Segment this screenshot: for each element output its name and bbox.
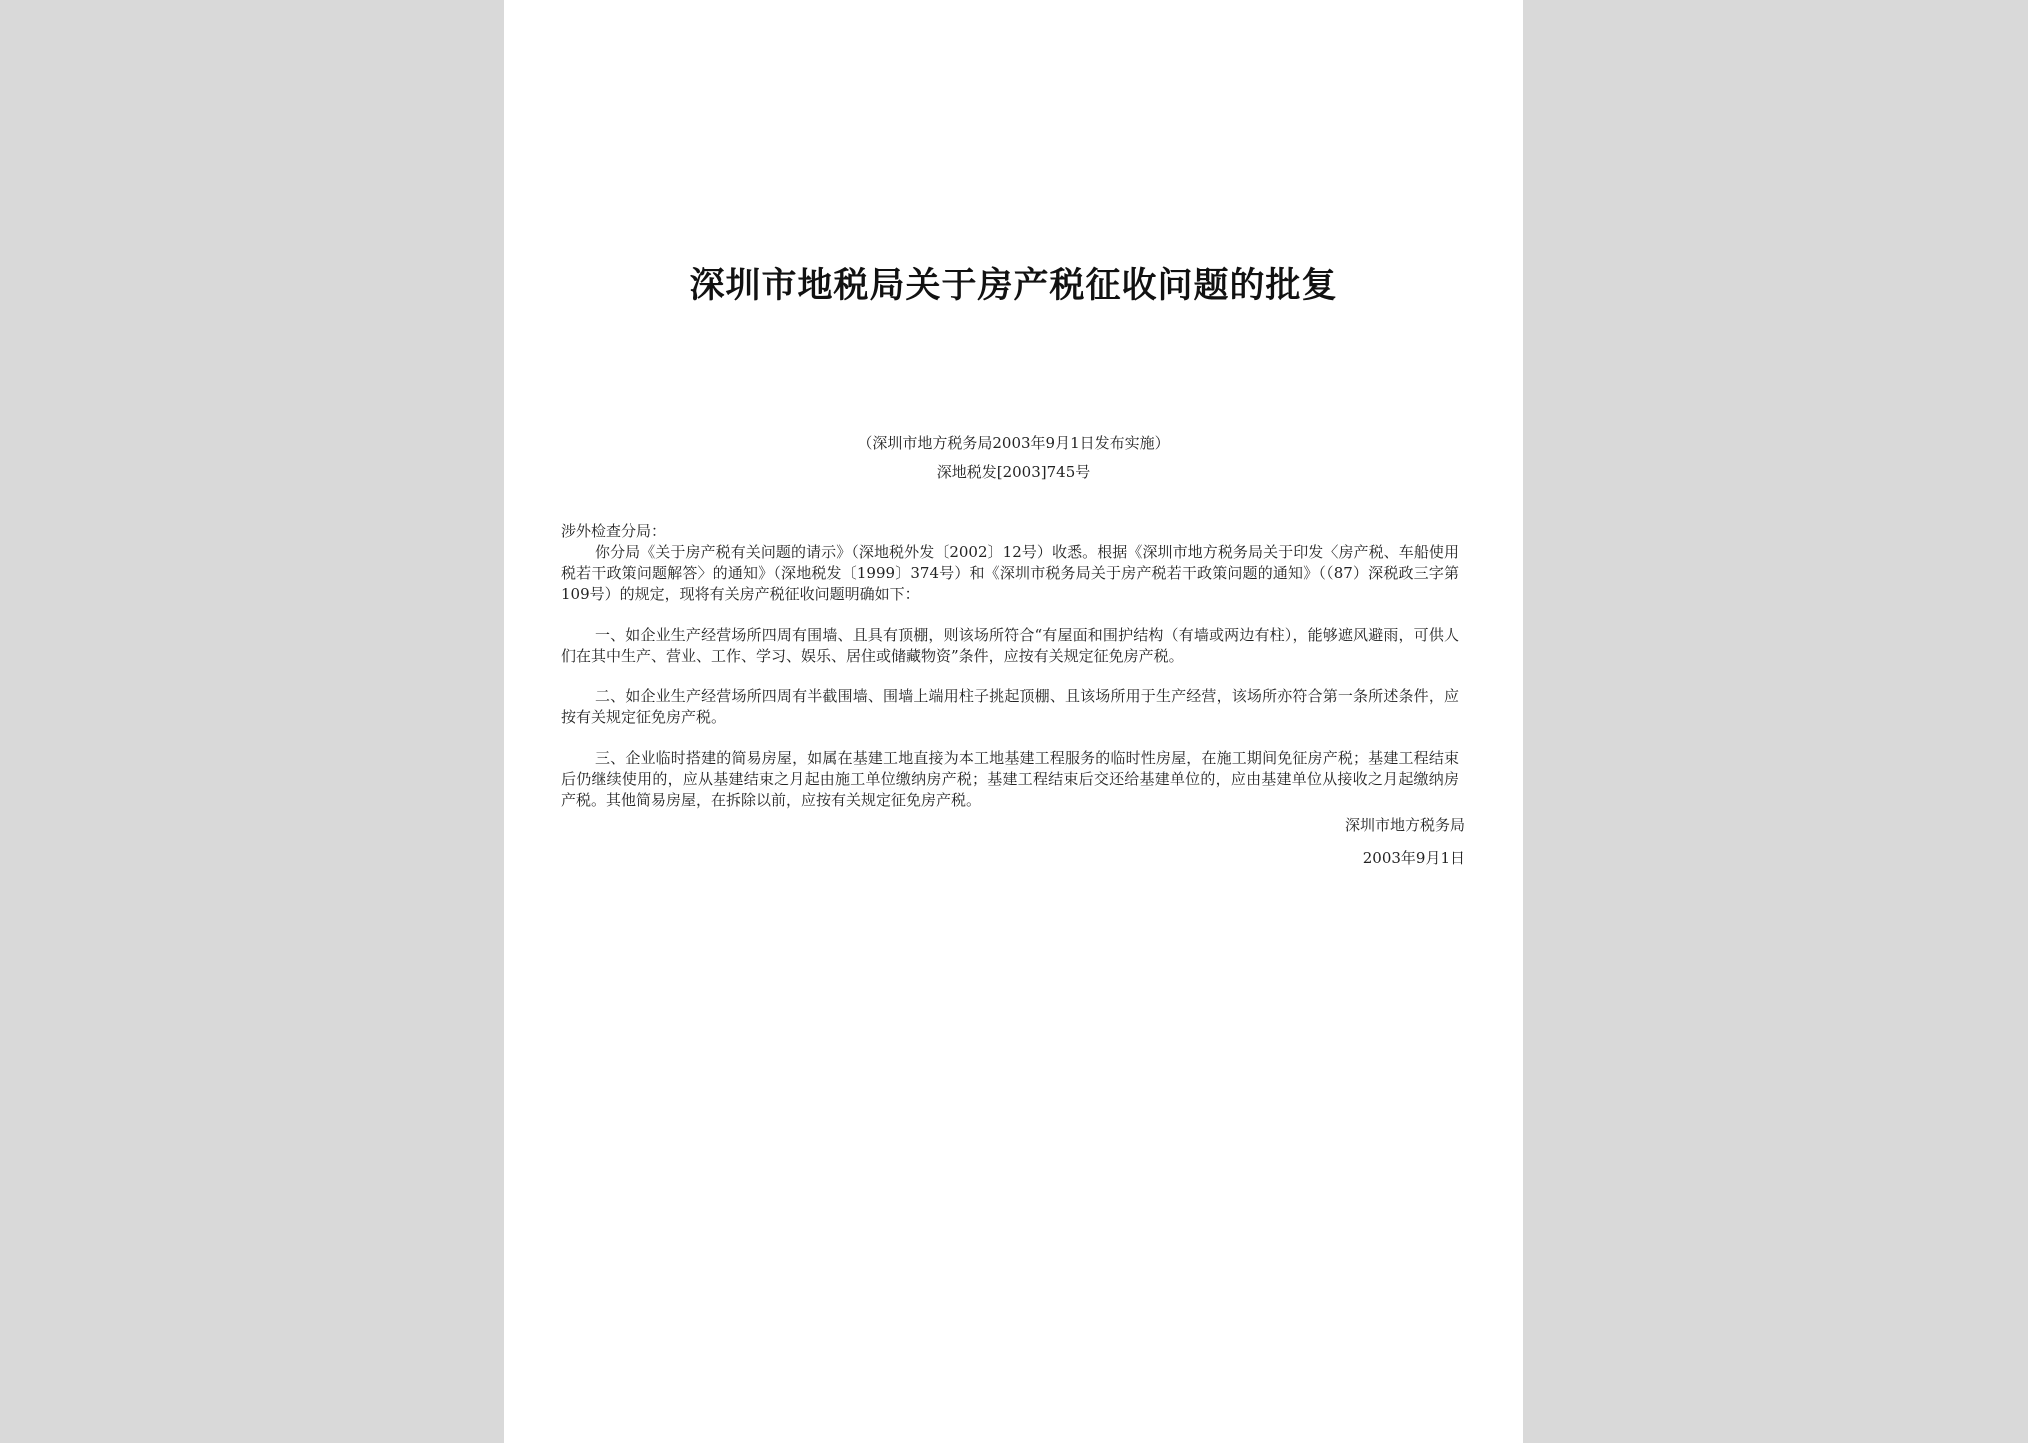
document-page: [504, 0, 1523, 1443]
issue-note: （深圳市地方税务局2003年9月1日发布实施）: [857, 434, 1170, 452]
document-number: 深地税发[2003]745号: [936, 463, 1091, 481]
item-two-paragraph: 二、如企业生产经营场所四周有半截围墙、围墙上端用柱子挑起顶棚、且该场所用于生产经营，该场所亦符合第一条所述条件，应按有关规定征免房产税。: [561, 687, 1459, 726]
intro-paragraph: 你分局《关于房产税有关问题的请示》（深地税外发〔2002〕12号）收悉。根据《深圳市地方税务局关于印发〈房产税、车船使用税若干政策问题解答〉的通知》（深地税发〔1999〕374号）和《深圳市税务局关于房产税若干政策问题的通知》（（87）深税政三字第109号）的规定，现将有关房产税征收问题明确如下：: [561, 543, 1459, 603]
signature-date: 2003年9月1日: [1362, 849, 1465, 867]
item-three-paragraph: 三、企业临时搭建的简易房屋，如属在基建工地直接为本工地基建工程服务的临时性房屋，在施工期间免征房产税；基建工程结束后仍继续使用的，应从基建结束之月起由施工单位缴纳房产税；基建工程结束后交还给基建单位的，应由基建单位从接收之月起缴纳房产税。其他简易房屋，在拆除以前，应按有关规定征免房产税。: [561, 749, 1459, 809]
signature-organization: 深圳市地方税务局: [1344, 816, 1465, 834]
salutation: 涉外检查分局：: [561, 522, 667, 540]
item-one-paragraph: 一、如企业生产经营场所四周有围墙、且具有顶棚，则该场所符合“有屋面和围护结构（有墙或两边有柱），能够遮风避雨，可供人们在其中生产、营业、工作、学习、娱乐、居住或储藏物资”条件，应按有关规定征免房产税。: [561, 626, 1459, 665]
document-title: 深圳市地税局关于房产税征收问题的批复: [689, 265, 1338, 306]
